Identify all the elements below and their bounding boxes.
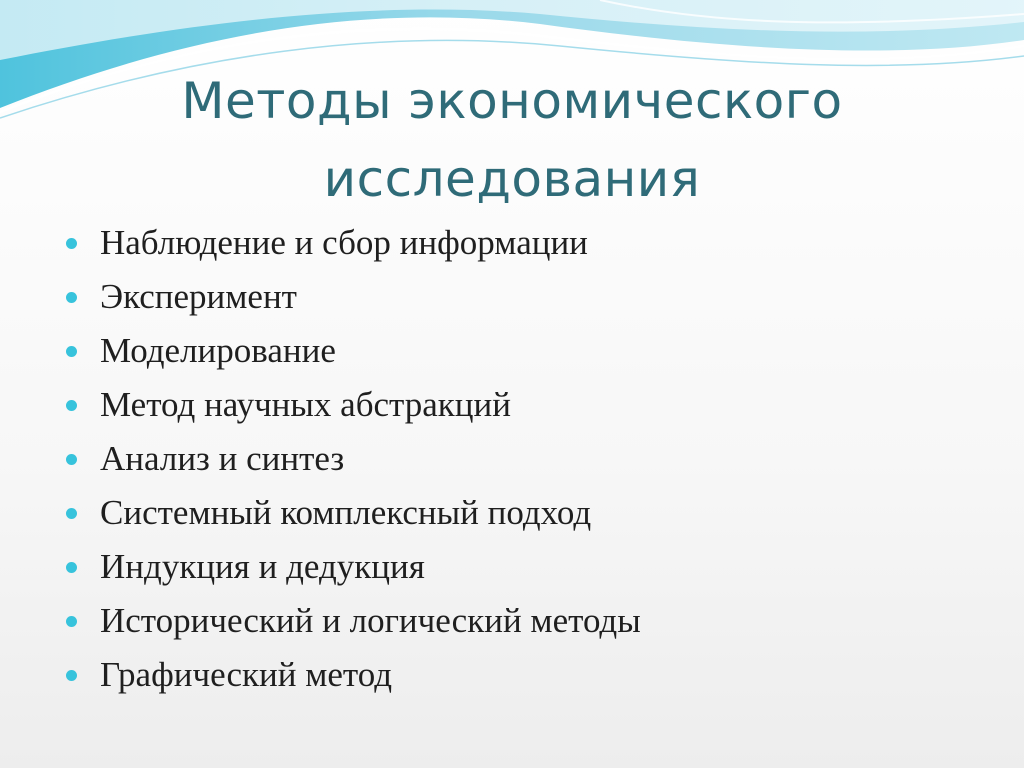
page-title [60, 62, 964, 218]
list-item-label: Анализ и синтез [100, 439, 345, 478]
bullet-icon [66, 562, 77, 573]
list-item [62, 324, 641, 378]
list-item-label: Метод научных абстракций [100, 385, 511, 424]
list-item [62, 540, 641, 594]
list-item [62, 432, 641, 486]
list-item-label: Индукция и дедукция [100, 547, 425, 586]
bullet-icon [66, 670, 77, 681]
bullet-icon [66, 454, 77, 465]
list-item-label: Эксперимент [100, 277, 297, 316]
title-line-1: Методы экономического [181, 72, 843, 130]
bullet-icon [66, 400, 77, 411]
list-item-label: Графический метод [100, 655, 393, 694]
list-item [62, 270, 641, 324]
list-item-label: Системный комплексный подход [100, 493, 592, 532]
list-item-label: Исторический и логический методы [100, 601, 641, 640]
bullet-icon [66, 346, 77, 357]
bullet-icon [66, 292, 77, 303]
list-item [62, 594, 641, 648]
list-item [62, 216, 641, 270]
bullet-icon [66, 616, 77, 627]
list-item-label: Моделирование [100, 331, 336, 370]
bullet-icon [66, 238, 77, 249]
bullet-icon [66, 508, 77, 519]
list-item-label: Наблюдение и сбор информации [100, 223, 588, 262]
methods-list [62, 216, 641, 702]
list-item [62, 378, 641, 432]
list-item [62, 648, 641, 702]
list-item [62, 486, 641, 540]
title-line-2: исследования [323, 150, 701, 208]
